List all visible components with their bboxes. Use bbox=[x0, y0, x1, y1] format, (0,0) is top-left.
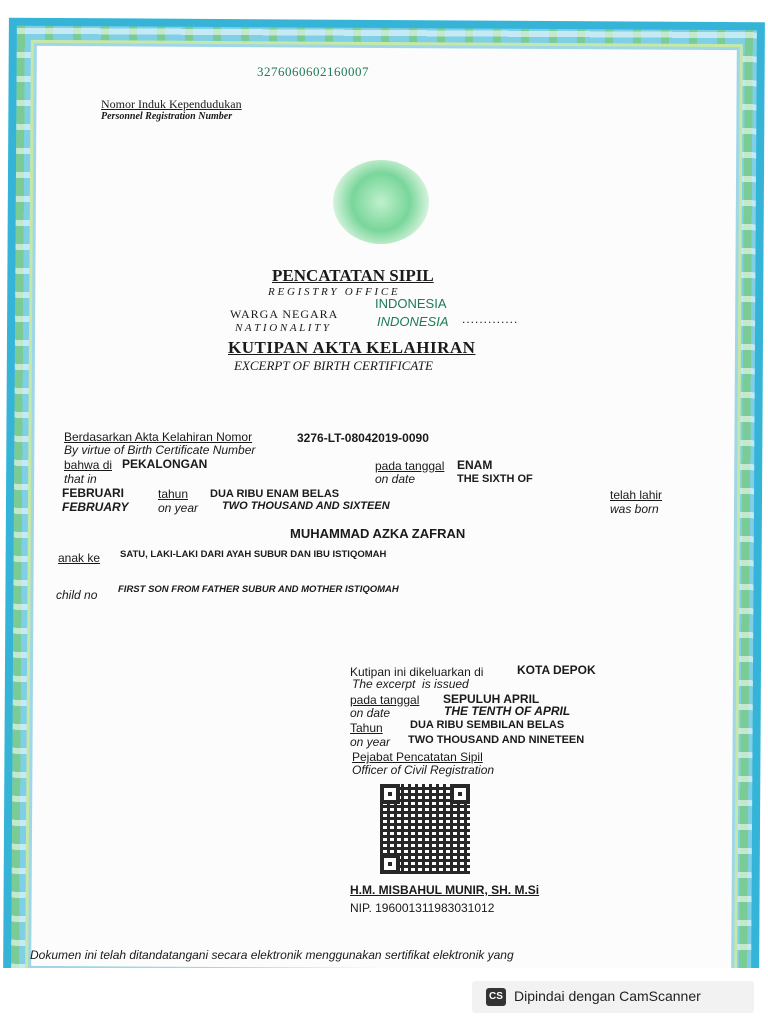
place-label: bahwa di bbox=[64, 458, 113, 472]
nationality-label-en: N A T I O N A L I T Y bbox=[235, 322, 329, 334]
electronic-signature-note: Dokumen ini telah ditandatangani secara elektronik menggunakan sertifikat elektronik yang bbox=[30, 948, 514, 962]
officer-label: Pejabat Pencatatan Sipil bbox=[352, 750, 483, 764]
issue-year-label-en: on year bbox=[350, 735, 391, 749]
nationality-value-en: INDONESIA bbox=[377, 314, 449, 329]
child-order-label-en: child no bbox=[56, 588, 98, 602]
child-order-label: anak ke bbox=[58, 551, 101, 565]
hologram-seal bbox=[333, 160, 429, 244]
birth-month-en: FEBRUARY bbox=[62, 500, 129, 514]
qr-code bbox=[380, 784, 470, 874]
issue-date-label: pada tanggal bbox=[350, 693, 420, 707]
birth-date-label: pada tanggal bbox=[375, 459, 445, 473]
camscanner-logo-icon: CS bbox=[486, 988, 506, 1006]
qr-finder-top-left bbox=[380, 784, 400, 804]
certificate-number: 3276-LT-08042019-0090 bbox=[297, 431, 429, 445]
issued-label-en: The excerpt is issued bbox=[352, 677, 469, 691]
nik-label: Nomor Induk Kependudukan bbox=[101, 97, 242, 111]
birth-year-label-en: on year bbox=[158, 501, 199, 515]
birth-year-label: tahun bbox=[158, 487, 189, 501]
camscanner-label: Dipindai dengan CamScanner bbox=[514, 988, 701, 1004]
nationality-value: INDONESIA bbox=[375, 296, 447, 311]
born-label: telah lahir bbox=[610, 488, 663, 502]
registry-office-subtitle: R E G I S T R Y O F F I C E bbox=[268, 286, 398, 298]
document-title: KUTIPAN AKTA KELAHIRAN bbox=[228, 338, 476, 357]
birth-month: FEBRUARI bbox=[62, 486, 124, 500]
document-subtitle: EXCERPT OF BIRTH CERTIFICATE bbox=[234, 358, 433, 373]
birth-year-en: TWO THOUSAND AND SIXTEEN bbox=[222, 500, 390, 512]
qr-finder-bottom-left bbox=[380, 854, 400, 874]
issue-date-label-en: on date bbox=[350, 706, 391, 720]
issue-date-en: THE TENTH OF APRIL bbox=[444, 704, 571, 718]
child-name: MUHAMMAD AZKA ZAFRAN bbox=[290, 526, 466, 541]
child-order-value: SATU, LAKI-LAKI DARI AYAH SUBUR DAN IBU ISTIQOMAH bbox=[120, 549, 387, 560]
birth-date-label-en: on date bbox=[375, 472, 416, 486]
officer-nip: NIP. 196001311983031012 bbox=[350, 901, 495, 915]
birth-year: DUA RIBU ENAM BELAS bbox=[210, 488, 340, 500]
basis-label: Berdasarkan Akta Kelahiran Nomor bbox=[64, 430, 253, 444]
issue-date: SEPULUH APRIL bbox=[443, 692, 540, 706]
nationality-label: WARGA NEGARA bbox=[230, 307, 339, 321]
registry-office-title: PENCATATAN SIPIL bbox=[272, 266, 434, 285]
nik-number: 3276060602160007 bbox=[257, 64, 369, 79]
officer-label-en: Officer of Civil Registration bbox=[352, 763, 495, 777]
born-label-en: was born bbox=[610, 502, 659, 516]
birth-day-en: THE SIXTH OF bbox=[457, 473, 533, 485]
officer-name: H.M. MISBAHUL MUNIR, SH. M.Si bbox=[350, 883, 540, 897]
issue-year-label: Tahun bbox=[350, 721, 383, 735]
nik-label-en: Personnel Registration Number bbox=[101, 111, 233, 122]
basis-label-en: By virtue of Birth Certificate Number bbox=[64, 443, 256, 457]
child-order-value-en: FIRST SON FROM FATHER SUBUR AND MOTHER ISTIQOMAH bbox=[118, 584, 399, 595]
qr-finder-top-right bbox=[450, 784, 470, 804]
issued-place: KOTA DEPOK bbox=[517, 663, 596, 677]
issue-year: DUA RIBU SEMBILAN BELAS bbox=[410, 719, 565, 731]
place-value: PEKALONGAN bbox=[122, 457, 208, 471]
birth-day: ENAM bbox=[457, 458, 493, 472]
nationality-dots: ............. bbox=[462, 312, 519, 326]
place-label-en: that in bbox=[64, 472, 97, 486]
issued-label: Kutipan ini dikeluarkan di bbox=[350, 665, 484, 679]
issue-year-en: TWO THOUSAND AND NINETEEN bbox=[408, 734, 585, 746]
